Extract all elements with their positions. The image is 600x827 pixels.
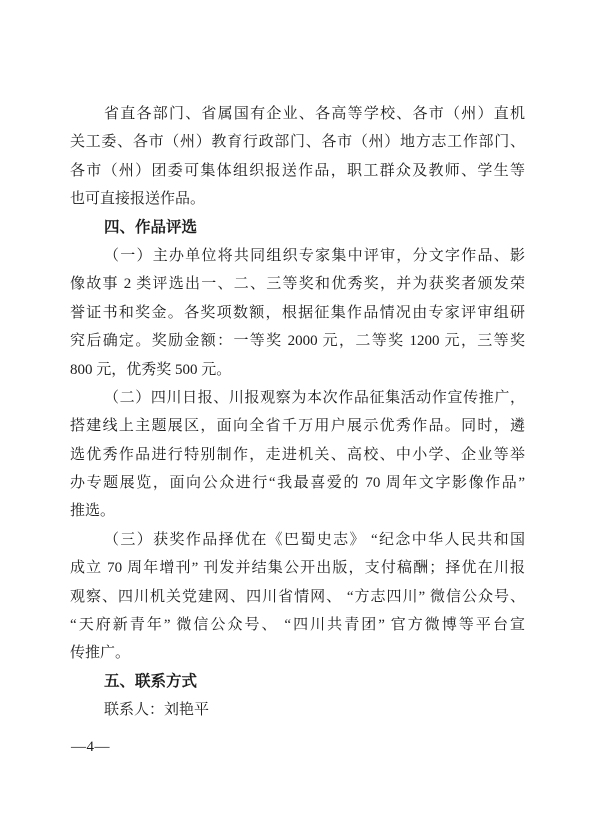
section-heading: 五、联系方式 — [104, 672, 198, 690]
text-line: 观察、四川机关党建网、四川省情网、 “方志四川” 微信公众号、 — [70, 588, 525, 605]
text-line: 搭建线上主题展区，面向全省千万用户展示优秀作品。同时，遴 — [70, 418, 525, 435]
text-line: （三）获奖作品择优在《巴蜀史志》 “纪念中华人民共和国 — [104, 531, 525, 548]
page-number: —4— — [71, 739, 110, 755]
text-line: 800 元，优秀奖 500 元。 — [70, 361, 232, 378]
text-line: （一）主办单位将共同组织专家集中评审，分文字作品、影 — [104, 247, 525, 264]
text-line: 也可直接报送作品。 — [70, 191, 206, 208]
text-line: 省直各部门、省属国有企业、各高等学校、各市（州）直机 — [104, 106, 525, 122]
text-line: 成立 70 周年增刊” 刊发并结集公开出版，支付稿酬；择优在川报 — [70, 560, 525, 577]
text-line: 关工委、各市（州）教育行政部门、各市（州）地方志工作部门、 — [70, 134, 525, 151]
text-line: 究后确定。奖励金额：一等奖 2000 元，二等奖 1200 元，三等奖 — [70, 333, 525, 350]
text-line: 像故事 2 类评选出一、二、三等奖和优秀奖，并为获奖者颁发荣 — [70, 276, 525, 293]
text-line: 办专题展览，面向公众进行“我最喜爱的 70 周年文字影像作品” — [70, 475, 525, 492]
text-line: （二）四川日报、川报观察为本次作品征集活动作宣传推广， — [104, 389, 525, 406]
text-line: 选优秀作品进行特别制作，走进机关、高校、中小学、企业等举 — [70, 446, 525, 463]
section-heading: 四、作品评选 — [104, 218, 198, 236]
text-line: 各市（州）团委可集体组织报送作品，职工群众及教师、学生等 — [70, 162, 525, 179]
text-line: “天府新青年” 微信公众号、 “四川共青团” 官方微博等平台宣 — [70, 617, 525, 634]
text-line: 推选。 — [70, 503, 116, 520]
text-line: 传推广。 — [70, 645, 131, 662]
text-line: 誉证书和奖金。各奖项数额，根据征集作品情况由专家评审组研 — [70, 304, 525, 321]
document-body — [70, 100, 525, 725]
text-line: 联系人：刘艳平 — [104, 702, 210, 719]
